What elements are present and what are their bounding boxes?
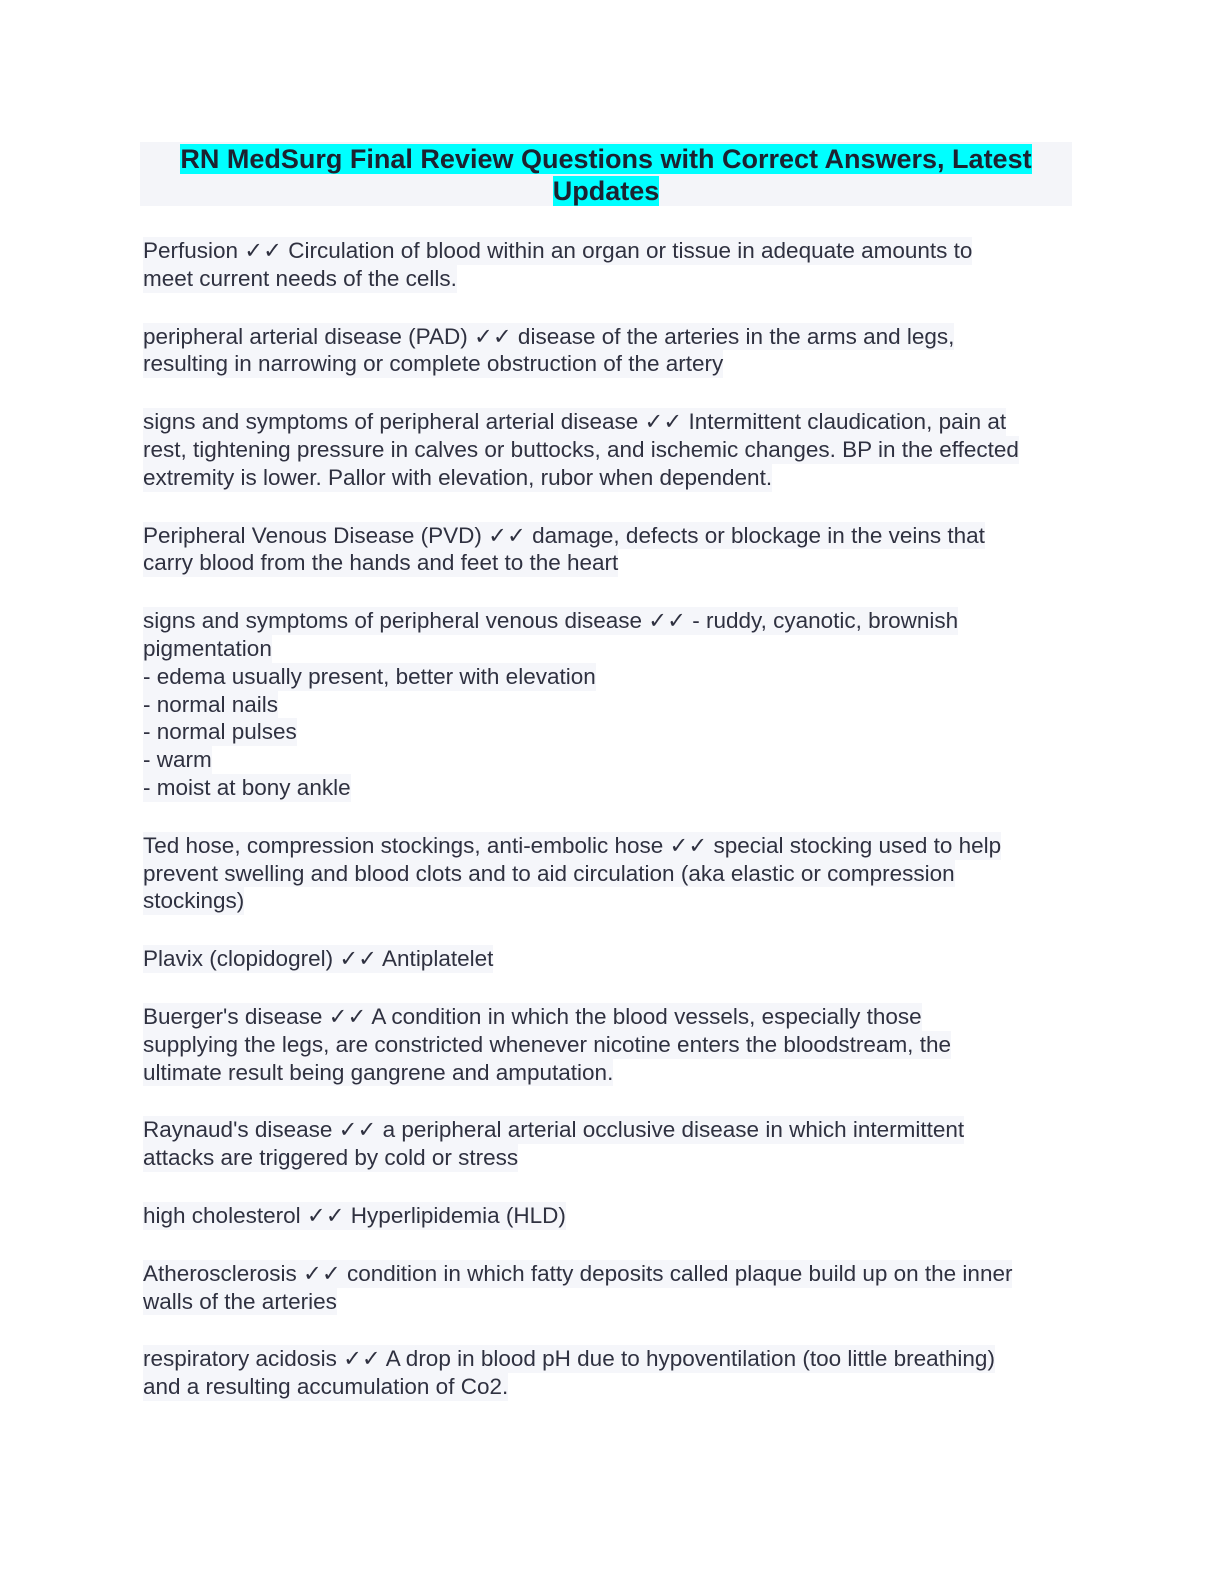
entry-line: rest, tightening pressure in calves or buttocks, and ischemic changes. BP in the effected bbox=[143, 436, 1019, 462]
entry-line: extremity is lower. Pallor with elevation, rubor when dependent. bbox=[143, 464, 773, 490]
entry-line: Buerger's disease ✓✓ A condition in which the blood vessels, especially those bbox=[143, 1003, 922, 1029]
entry-line: pigmentation bbox=[143, 635, 272, 661]
entry-line: prevent swelling and blood clots and to aid circulation (aka elastic or compression bbox=[143, 860, 955, 886]
entry-line: - normal nails bbox=[143, 691, 279, 717]
qa-entry-ted-hose bbox=[143, 832, 1083, 915]
entry-line: Ted hose, compression stockings, anti-embolic hose ✓✓ special stocking used to help bbox=[143, 832, 1002, 858]
entry-line: - normal pulses bbox=[143, 719, 297, 745]
entry-line: carry blood from the hands and feet to the heart bbox=[143, 550, 619, 576]
qa-entry-atherosclerosis bbox=[143, 1260, 1083, 1316]
entry-line: attacks are triggered by cold or stress bbox=[143, 1145, 519, 1171]
entry-line: peripheral arterial disease (PAD) ✓✓ disease of the arteries in the arms and legs, bbox=[143, 323, 955, 349]
entry-line: and a resulting accumulation of Co2. bbox=[143, 1374, 509, 1400]
entry-line: meet current needs of the cells. bbox=[143, 265, 457, 291]
qa-entry-buergers bbox=[143, 1003, 1083, 1086]
entry-line: high cholesterol ✓✓ Hyperlipidemia (HLD) bbox=[143, 1202, 566, 1228]
entry-line: signs and symptoms of peripheral venous disease ✓✓ - ruddy, cyanotic, brownish bbox=[143, 608, 959, 634]
entry-line: respiratory acidosis ✓✓ A drop in blood pH due to hypoventilation (too little breathing) bbox=[143, 1346, 995, 1372]
entry-line: - edema usually present, better with elevation bbox=[143, 663, 596, 689]
document-title-line-1: RN MedSurg Final Review Questions with Correct Answers, Latest bbox=[180, 144, 1032, 174]
qa-entry-pvd-symptoms bbox=[143, 607, 1083, 802]
entry-line: Perfusion ✓✓ Circulation of blood within an organ or tissue in adequate amounts to bbox=[143, 238, 973, 263]
entry-line: stockings) bbox=[143, 888, 245, 914]
entry-line: Atherosclerosis ✓✓ condition in which fatty deposits called plaque build up on the inner bbox=[143, 1260, 1013, 1286]
qa-entry-respiratory-acidosis bbox=[143, 1345, 1083, 1401]
document-title bbox=[140, 142, 1072, 207]
qa-entry-perfusion bbox=[143, 237, 1083, 293]
qa-entry-high-cholesterol bbox=[143, 1202, 1083, 1230]
entry-line: - moist at bony ankle bbox=[143, 774, 351, 800]
qa-entry-pad bbox=[143, 323, 1083, 379]
entry-line: Raynaud's disease ✓✓ a peripheral arterial occlusive disease in which intermittent bbox=[143, 1117, 965, 1143]
document-title-block bbox=[140, 142, 1072, 206]
qa-entry-pad-symptoms bbox=[143, 408, 1083, 491]
qa-entry-pvd bbox=[143, 522, 1083, 578]
entry-line: ultimate result being gangrene and amputation. bbox=[143, 1059, 614, 1085]
qa-entry-raynauds bbox=[143, 1116, 1083, 1172]
entry-line: - warm bbox=[143, 747, 212, 773]
qa-entry-plavix bbox=[143, 945, 1083, 973]
document-title-line-2: Updates bbox=[552, 176, 660, 206]
entry-line: Peripheral Venous Disease (PVD) ✓✓ damage, defects or blockage in the veins that bbox=[143, 522, 985, 548]
entry-line: Plavix (clopidogrel) ✓✓ Antiplatelet bbox=[143, 946, 494, 972]
entry-line: resulting in narrowing or complete obstruction of the artery bbox=[143, 351, 724, 377]
entry-line: supplying the legs, are constricted whenever nicotine enters the bloodstream, the bbox=[143, 1031, 951, 1057]
entry-line: walls of the arteries bbox=[143, 1288, 337, 1314]
document-body bbox=[143, 237, 1083, 1431]
entry-line: signs and symptoms of peripheral arterial disease ✓✓ Intermittent claudication, pain at bbox=[143, 409, 1007, 435]
